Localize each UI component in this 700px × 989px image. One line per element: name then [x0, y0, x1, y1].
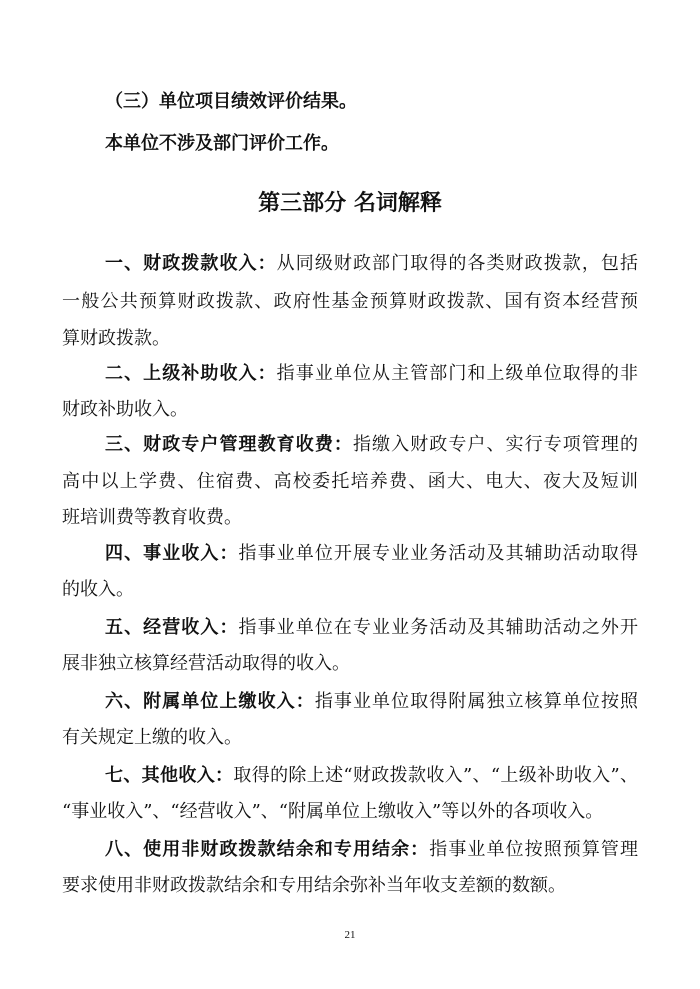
- definition-4-first-line: [105, 536, 638, 572]
- definition-line: 一般公共预算财政拨款、政府性基金预算财政拨款、国有资本经营预: [62, 291, 638, 312]
- definition-term: 六、附属单位上缴收入：: [105, 691, 315, 712]
- definition-line: 高中以上学费、住宿费、高校委托培养费、函大、电大、夜大及短训: [62, 471, 638, 492]
- definition-6-first-line: [105, 684, 638, 720]
- definition-term: 四、事业收入：: [105, 543, 239, 564]
- definition-term: 一、财政拨款收入：: [105, 253, 277, 274]
- definition-text: 从同级财政部门取得的各类财政拨款，包括: [276, 253, 639, 274]
- section-body: 本单位不涉及部门评价工作。: [105, 133, 339, 154]
- definition-term: 五、经营收入：: [105, 617, 239, 638]
- page-number: 21: [344, 929, 356, 941]
- definition-term: 八、使用非财政拨款结余和专用结余：: [105, 839, 430, 860]
- definition-7-first-line: [105, 758, 638, 794]
- definition-text: 指事业单位开展专业业务活动及其辅助活动取得: [238, 543, 639, 564]
- definition-2-first-line: [105, 356, 638, 392]
- definition-term: 七、其他收入：: [105, 765, 234, 786]
- definition-3-first-line: [105, 427, 638, 463]
- definition-text: 指事业单位从主管部门和上级单位取得的非: [276, 363, 639, 384]
- definition-line: 有关规定上缴的收入。: [62, 727, 242, 748]
- section-heading: （三）单位项目绩效评价结果。: [105, 91, 357, 112]
- definition-term: 三、财政专户管理教育收费：: [105, 434, 353, 455]
- definition-line: 财政补助收入。: [62, 399, 188, 420]
- definition-text: 指事业单位按照预算管理: [429, 839, 639, 860]
- definition-5-first-line: [105, 610, 638, 646]
- definition-text: 指事业单位取得附属独立核算单位按照: [314, 691, 639, 712]
- definition-text: 指缴入财政专户、实行专项管理的: [352, 434, 639, 455]
- definition-text: 取得的除上述“财政拨款收入”、“上级补助收入”、: [233, 765, 639, 786]
- definition-text: 指事业单位在专业业务活动及其辅助活动之外开: [238, 617, 639, 638]
- definition-8-first-line: [105, 832, 638, 868]
- definition-line: 的收入。: [62, 579, 134, 600]
- definition-line: “事业收入”、“经营收入”、“附属单位上缴收入”等以外的各项收入。: [62, 801, 604, 822]
- definition-term: 二、上级补助收入：: [105, 363, 277, 384]
- part-title: 第三部分 名词解释: [258, 190, 442, 216]
- definition-line: 展非独立核算经营活动取得的收入。: [62, 653, 350, 674]
- definition-line: 要求使用非财政拨款结余和专用结余弥补当年收支差额的数额。: [62, 875, 566, 896]
- definition-line: 算财政拨款。: [62, 328, 170, 349]
- definition-line: 班培训费等教育收费。: [62, 507, 242, 528]
- definition-1-first-line: [105, 246, 638, 282]
